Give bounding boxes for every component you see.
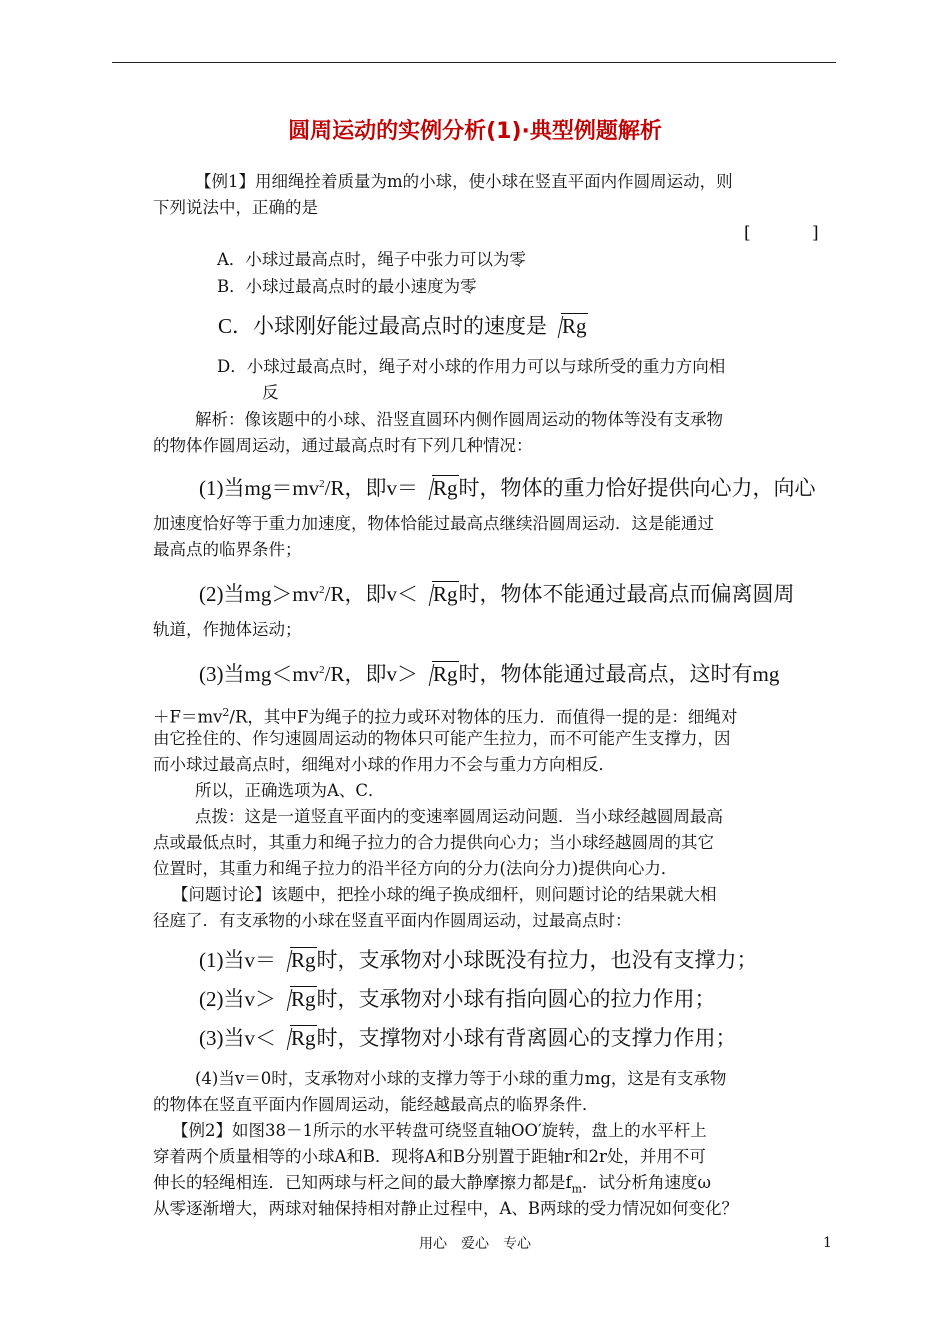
answer-bracket: [ ] <box>744 223 847 243</box>
sqrt-symbol: Rg <box>418 660 459 688</box>
case-1-text: 最高点的临界条件； <box>153 540 302 559</box>
case-1-text: 加速度恰好等于重力加速度，物体恰能过最高点继续沿圆周运动．这是能通过 <box>153 514 714 533</box>
page-title: 圆周运动的实例分析(1)·典型例题解析 <box>288 119 662 144</box>
sqrt-symbol: Rg <box>418 580 459 608</box>
case-3: (3)当$mg<mv^2/R$，即v＞ Rg时，物体能通过最高点，这时有mg <box>199 662 780 686</box>
sqrt-symbol: Rg <box>276 985 317 1013</box>
q2-line: 【例2】如图38－1所示的水平转盘可绕竖直轴OO′旋转，盘上的水平杆上 <box>172 1121 707 1140</box>
sqrt-symbol: Rg <box>276 1024 317 1052</box>
q1-line: 下列说法中，正确的是 <box>153 198 318 217</box>
header-rule <box>112 62 836 63</box>
discussion-line: 径庭了．有支承物的小球在竖直平面内作圆周运动，过最高点时： <box>153 911 632 930</box>
option-d: D．小球过最高点时，绳子对小球的作用力可以与球所受的重力方向相 <box>217 357 726 376</box>
q2-line: 从零逐渐增大，两球对轴保持相对静止过程中，A、B两球的受力情况如何变化？ <box>153 1199 739 1218</box>
q1-line: 【例1】用细绳拴着质量为m的小球，使小球在竖直平面内作圆周运动，则 <box>195 172 733 191</box>
case-3-text: $+F=mv^2/R$，其中F为绳子的拉力或环对物体的压力．而值得一提的是：细绳对 <box>153 706 738 727</box>
option-c: C．小球刚好能过最高点时的速度是 Rg <box>218 314 587 338</box>
option-d: 反 <box>262 383 279 402</box>
q2-line: 伸长的轻绳相连．已知两球与杆之间的最大静摩擦力都是$f_m$．试分析角速度ω <box>153 1173 712 1196</box>
q2-line: 穿着两个质量相等的小球A和B．现将A和B分别置于距轴r和2r处，并用不可 <box>153 1147 706 1166</box>
sqrt-symbol: Rg <box>276 946 317 974</box>
discussion-case-2: (2)当v＞ Rg时，支承物对小球有指向圆心的拉力作用； <box>199 987 716 1011</box>
discussion-case-1: (1)当v＝ Rg时，支承物对小球既没有拉力，也没有支撑力； <box>199 948 758 972</box>
case-3-text: 而小球过最高点时，细绳对小球的作用力不会与重力方向相反． <box>153 755 615 774</box>
analysis-line: 解析：像该题中的小球、沿竖直圆环内侧作圆周运动的物体等没有支承物 <box>195 410 723 429</box>
discussion-line: 【问题讨论】该题中，把拴小球的绳子换成细杆，则问题讨论的结果就大相 <box>172 885 717 904</box>
analysis-line: 的物体作圆周运动，通过最高点时有下列几种情况： <box>153 436 533 455</box>
case-2-text: 轨道，作抛体运动； <box>153 620 302 639</box>
sqrt-symbol: Rg <box>547 312 588 340</box>
option-a: A．小球过最高点时，绳子中张力可以为零 <box>217 250 526 269</box>
answer-line: 所以，正确选项为A、C． <box>195 781 385 800</box>
option-b: B．小球过最高点时的最小速度为零 <box>217 277 477 296</box>
case-2: (2)当$mg>mv^2/R$，即v＜ Rg时，物体不能通过最高点而偏离圆周 <box>199 582 795 606</box>
discussion-case-4: (4)当v＝0时，支承物对小球的支撑力等于小球的重力mg，这是有支承物 <box>195 1069 727 1088</box>
case-3-text: 由它拴住的、作匀速圆周运动的物体只可能产生拉力，而不可能产生支撑力，因 <box>153 729 731 748</box>
discussion-case-4: 的物体在竖直平面内作圆周运动，能经越最高点的临界条件． <box>153 1095 599 1114</box>
tip-line: 点拨：这是一道竖直平面内的变速率圆周运动问题．当小球经越圆周最高 <box>195 807 723 826</box>
discussion-case-3: (3)当v＜ Rg时，支撑物对小球有背离圆心的支撑力作用； <box>199 1026 737 1050</box>
tip-line: 位置时，其重力和绳子拉力的沿半径方向的分力(法向分力)提供向心力． <box>153 859 678 878</box>
page-footer: 用心 爱心 专心 <box>419 1236 531 1252</box>
tip-line: 点或最低点时，其重力和绳子拉力的合力提供向心力；当小球经越圆周的其它 <box>153 833 714 852</box>
sqrt-symbol: Rg <box>418 474 459 502</box>
case-1: (1)当$mg=mv^2/R$，即v＝ Rg时，物体的重力恰好提供向心力，向心 <box>199 476 816 500</box>
page-number: 1 <box>823 1235 832 1251</box>
